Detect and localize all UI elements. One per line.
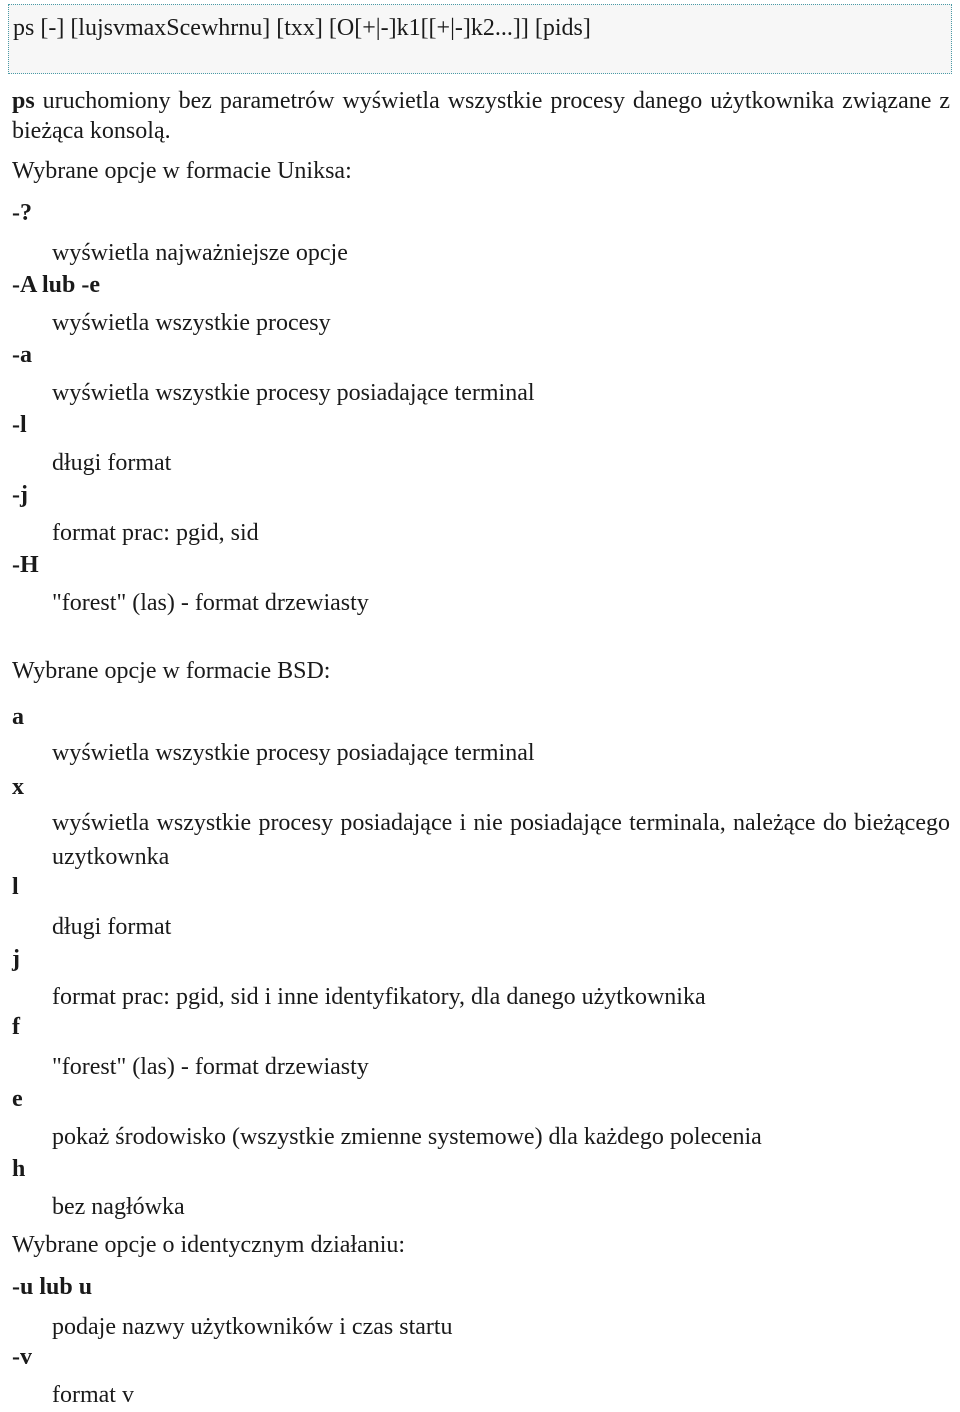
same-option-desc: podaje nazwy użytkowników i czas startu (52, 1314, 453, 1340)
bsd-option-flag: a (12, 704, 24, 730)
unix-option-desc: wyświetla wszystkie procesy (52, 310, 331, 336)
syntax-box (8, 4, 952, 74)
intro-command: ps (12, 88, 35, 114)
unix-option-flag: -a (12, 342, 32, 368)
bsd-option-flag: j (12, 946, 20, 972)
bsd-option-desc: wyświetla wszystkie procesy posiadające i nie posiadające terminala, należące do bieżącego uzytkownka (52, 810, 950, 870)
unix-option-flag: -A lub -e (12, 272, 101, 298)
unix-option-desc: wyświetla najważniejsze opcje (52, 240, 348, 266)
same-option-desc: format v (52, 1382, 134, 1408)
syntax-line: ps [-] [lujsvmaxScewhrnu] [txx] [O[+|-]k1[[+|-]k2...]] [pids] (13, 15, 591, 41)
bsd-heading: Wybrane opcje w formacie BSD: (12, 658, 331, 684)
unix-option-flag: -? (12, 200, 32, 226)
bsd-option-desc: wyświetla wszystkie procesy posiadające terminal (52, 740, 535, 766)
unix-heading: Wybrane opcje w formacie Uniksa: (12, 158, 352, 184)
unix-option-desc: długi format (52, 450, 172, 476)
bsd-option-desc: format prac: pgid, sid i inne identyfikatory, dla danego użytkownika (52, 984, 706, 1010)
unix-option-flag: -l (12, 412, 27, 438)
bsd-option-flag: h (12, 1156, 26, 1182)
unix-option-flag: -H (12, 552, 39, 578)
bsd-option-desc: pokaż środowisko (wszystkie zmienne systemowe) dla każdego polecenia (52, 1124, 762, 1150)
intro-text: uruchomiony bez parametrów wyświetla wszystkie procesy danego użytkownika związane z bieżąca konsolą. (12, 88, 951, 144)
bsd-option-desc: "forest" (las) - format drzewiasty (52, 1054, 369, 1080)
unix-option-desc: "forest" (las) - format drzewiasty (52, 590, 369, 616)
bsd-option-flag: e (12, 1086, 23, 1112)
unix-option-flag: -j (12, 482, 28, 508)
bsd-option-desc: długi format (52, 914, 172, 940)
bsd-option-flag: f (12, 1014, 20, 1040)
unix-option-desc: format prac: pgid, sid (52, 520, 259, 546)
unix-option-desc: wyświetla wszystkie procesy posiadające terminal (52, 380, 535, 406)
bsd-option-desc: bez nagłówka (52, 1194, 185, 1220)
bsd-option-flag: x (12, 774, 24, 800)
same-option-flag: -v (12, 1344, 32, 1370)
bsd-option-flag: l (12, 874, 19, 900)
same-option-flag: -u lub u (12, 1274, 93, 1300)
intro-paragraph (12, 86, 950, 146)
same-heading: Wybrane opcje o identycznym działaniu: (12, 1232, 406, 1258)
